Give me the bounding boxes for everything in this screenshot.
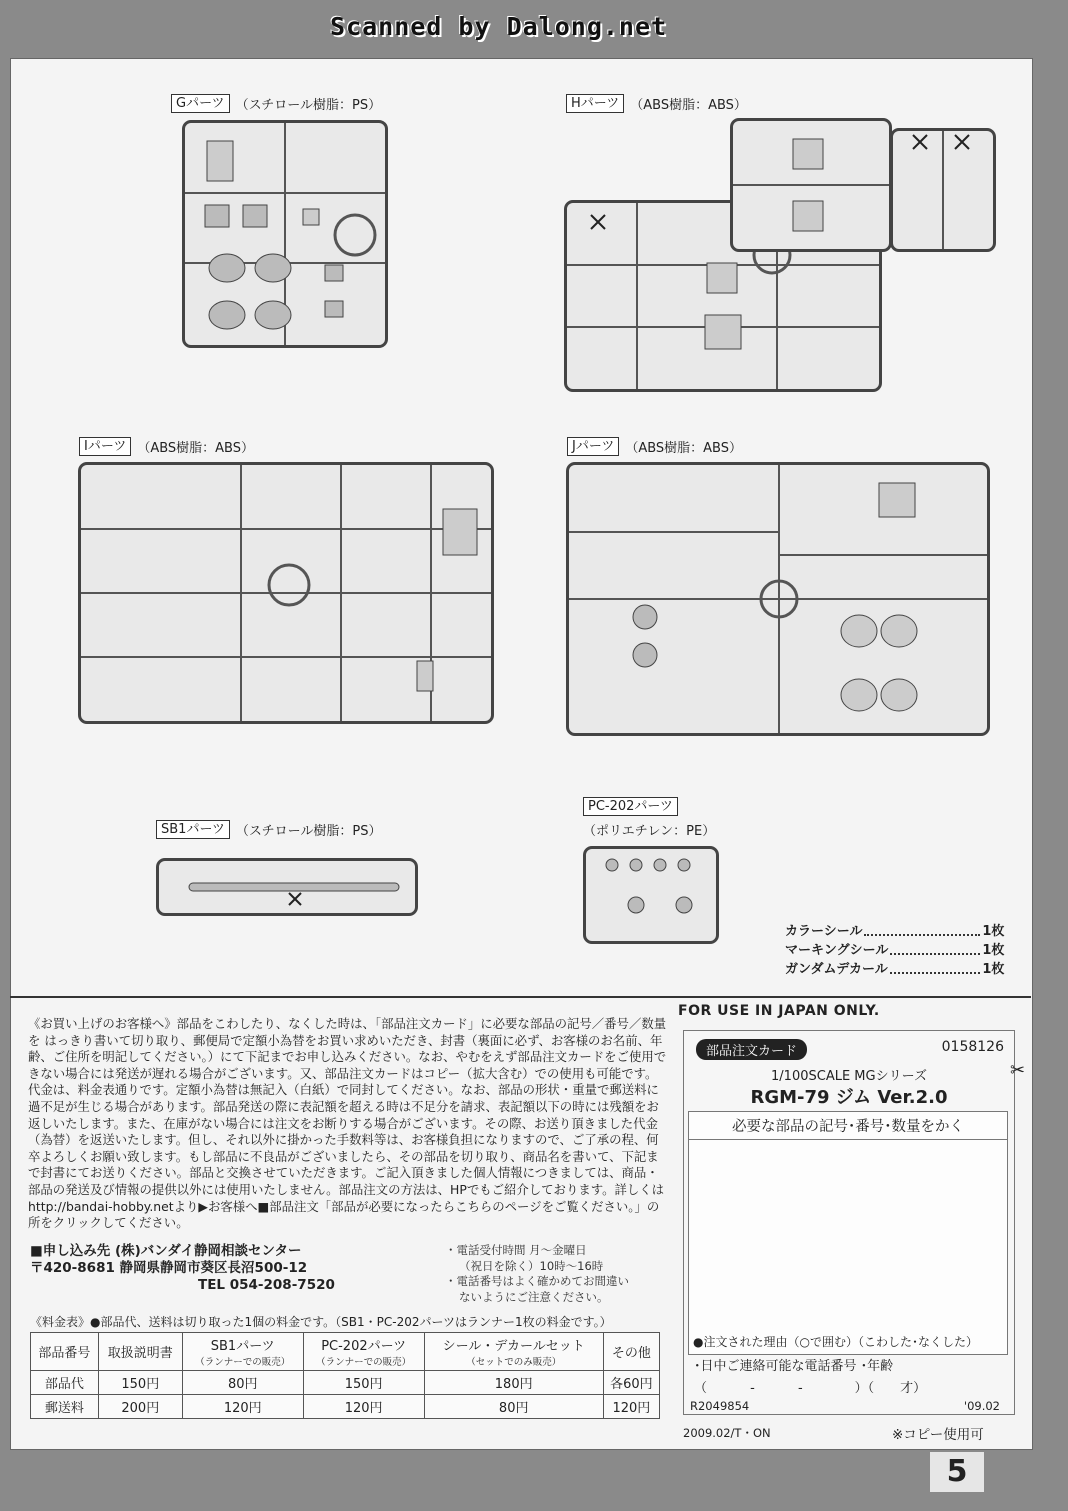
phone-age-field[interactable]: （ - - ）（ 才） <box>694 1381 927 1396</box>
product-model: RGM-79 ジム Ver.2.0 <box>750 1087 948 1108</box>
write-area-header: 必要な部品の記号･番号･数量をかく <box>689 1112 1007 1140</box>
part-tag-h: Hパーツ <box>566 94 624 113</box>
order-instructions: 《お買い上げのお客様へ》部品をこわしたり、なくした時は、「部品注文カード」に必要な部品の記号／番号／数量を はっきり書いて切り取り、郵便局で定額小為替をお買い求めいただき、封書（裏面に必ず、お客様のお名前、年齢、ご住所を明記してください。）にて下記までお申し込みください。なお、やむをえず部品注文カードをご使用できない場合には発送が遅れる場合がございます。又、部品注文カードはコピー（拡大含む）での使用も可能です。代金は、料金表通りです。定額小為替は無記入（白紙）で同封してください。なお、部品の形状・重量で郵送料に過不足が生じる場合があります。部品発送の際に表記額を超える時は不足分を請求、表記額以下の時には残額をお返しいたします。また、在庫がない場合には注文をお断りする場合がございます。その際、お送り頂きました代金（為替）を返送いたします。但し、それ以外に掛かった手数料等は、お客様負担になりますので、ご了承の程、何卒よろしくお願い致します。もし部品に不良品がございましたら、その部品を切り取り、商品名を書いて、下記まで封書にてお送りください。部品と交換させていただきます。ご記入頂きました個人情報につきましては、商品・部品の発送及び情報の提供以外には使用いたしません。部品注文の方法は、HPでもご紹介しております。詳しくはhttp://bandai-hobby.netより▶お客様へ■部品注文「部品が必要になったらこちらのページをご覧ください。」の所をクリックしてください。 <box>28 1016 667 1231</box>
copy-allowed-note: ※コピー使用可 <box>892 1427 984 1443</box>
sticker-item: カラーシール 1枚 <box>785 924 1005 939</box>
part-tag-i: Iパーツ <box>79 437 131 456</box>
footer-code: 2009.02/T・ON <box>683 1426 771 1440</box>
material-h: （ABS樹脂：ABS） <box>630 98 747 113</box>
section-label-j <box>567 437 742 456</box>
table-row: 郵送料 200円 120円 120円 80円 120円 <box>31 1395 660 1419</box>
contact-name: ■申し込み先 (株)バンダイ静岡相談センター <box>30 1243 302 1259</box>
material-i: （ABS樹脂：ABS） <box>137 441 254 456</box>
fee-table <box>30 1332 660 1419</box>
sprue-j-frame <box>569 465 987 733</box>
card-code: R2049854 <box>690 1399 750 1413</box>
section-divider <box>10 996 1031 998</box>
section-label-g <box>171 94 381 113</box>
part-tag-sb1: SB1パーツ <box>156 820 230 839</box>
sprue-h-side-frame <box>893 131 993 249</box>
contact-block <box>30 1243 335 1294</box>
card-date: '09.02 <box>963 1399 1000 1413</box>
page-number: 5 <box>930 1452 984 1492</box>
part-tag-g: Gパーツ <box>171 94 230 113</box>
section-label-i <box>79 437 254 456</box>
scissors-icon: ✂ <box>1010 1060 1026 1081</box>
fee-header-row: 部品番号 取扱説明書 SB1パーツ （ランナーでの販売） PC-202パーツ （ランナーでの販売） シール・デカールセット （セットでのみ販売） その他 <box>31 1333 660 1371</box>
fee-table-title: 《料金表》●部品代、送料は切り取った1個の料金です。（SB1・PC-202パーツはランナー1枚の料金です。） <box>30 1315 612 1329</box>
section-label-pc <box>583 797 715 839</box>
sticker-item: マーキングシール 1枚 <box>785 943 1005 958</box>
parts-write-area[interactable] <box>688 1111 1008 1355</box>
sticker-item: ガンダムデカール 1枚 <box>785 962 1005 977</box>
contact-address: 〒420-8681 静岡県静岡市葵区長沼500-12 <box>30 1260 308 1276</box>
sprue-pc-frame <box>586 849 716 941</box>
sprue-j <box>566 462 990 736</box>
order-card-title: 部品注文カード <box>696 1039 807 1060</box>
sprue-sb1-frame <box>159 861 415 913</box>
sprue-i <box>78 462 494 724</box>
material-pc: （ポリエチレン：PE） <box>583 824 716 839</box>
sprue-h-upper <box>730 118 892 252</box>
section-label-sb1 <box>156 820 382 839</box>
product-code: 0158126 <box>941 1039 1004 1055</box>
japan-only-notice: FOR USE IN JAPAN ONLY. <box>678 1003 880 1019</box>
sprue-g <box>182 120 388 348</box>
sprue-pc <box>583 846 719 944</box>
sticker-list <box>785 922 1004 979</box>
part-tag-j: Jパーツ <box>567 437 619 456</box>
sprue-sb1 <box>156 858 418 916</box>
sprue-h-upper-frame <box>733 121 889 249</box>
material-sb1: （スチロール樹脂：PS） <box>235 824 382 839</box>
scan-banner: Scanned by Dalong.net <box>330 12 668 41</box>
phone-age-label: ･日中ご連絡可能な電話番号 ･年齢 <box>694 1359 894 1374</box>
material-g: （スチロール樹脂：PS） <box>235 98 382 113</box>
part-tag-pc: PC-202パーツ <box>583 797 678 816</box>
table-row: 部品代 150円 80円 150円 180円 各60円 <box>31 1371 660 1395</box>
sprue-g-frame <box>185 123 385 345</box>
order-card[interactable] <box>683 1030 1015 1415</box>
product-scale: 1/100SCALE MGシリーズ <box>771 1069 927 1084</box>
section-label-h <box>566 94 747 113</box>
order-reason: ●注文された理由（○で囲む）（こわした･なくした） <box>693 1335 978 1349</box>
phone-hours: ・電話受付時間 月～金曜日 （祝日を除く）10時～16時 ・電話番号はよく確かめてお間違い ないようにご注意ください。 <box>445 1243 629 1304</box>
sprue-h-side <box>890 128 996 252</box>
contact-phone: TEL 054-208-7520 <box>198 1277 335 1293</box>
sprue-i-frame <box>81 465 491 721</box>
material-j: （ABS樹脂：ABS） <box>625 441 742 456</box>
